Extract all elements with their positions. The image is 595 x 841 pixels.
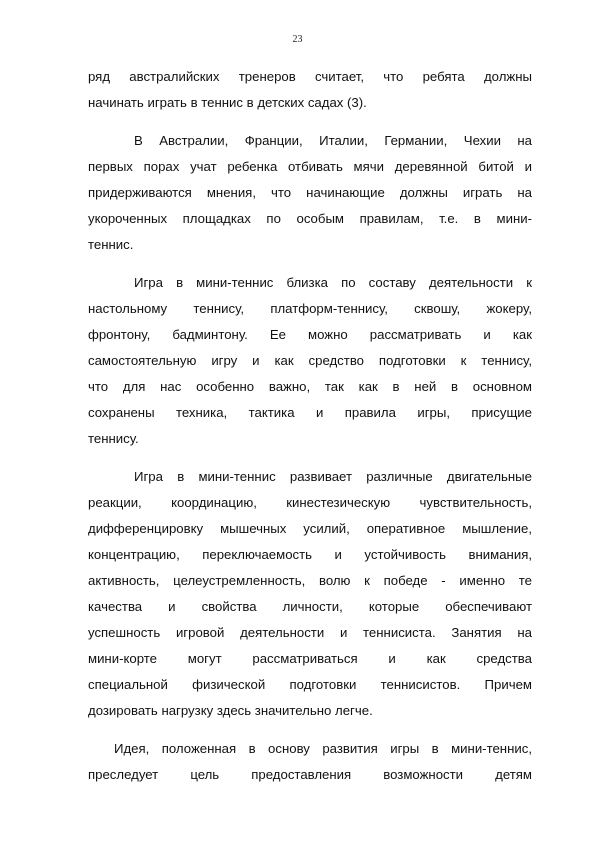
paragraph-2	[88, 128, 532, 258]
paragraph-3	[88, 270, 532, 452]
text-line: дифференцировку мышечных усилий, оперативное мышление,	[88, 521, 532, 536]
text-line: Игра в мини-теннис близка по составу деятельности к	[134, 275, 532, 290]
text-line: мини-корте могут рассматриваться и как средства	[88, 651, 532, 666]
text-line: первых порах учат ребенка отбивать мячи деревянной битой и	[88, 159, 532, 174]
paragraph-5	[88, 736, 532, 788]
text-line: сохранены техника, тактика и правила игры, присущие	[88, 405, 532, 420]
paragraph-1	[88, 64, 532, 116]
text-line: придерживаются мнения, что начинающие должны играть на	[88, 185, 532, 200]
text-line: теннису.	[88, 431, 139, 446]
text-line: самостоятельную игру и как средство подготовки к теннису,	[88, 353, 532, 368]
text-line: ряд австралийских тренеров считает, что ребята должны	[88, 69, 532, 84]
body-text	[88, 64, 532, 788]
text-line: концентрацию, переключаемость и устойчивость внимания,	[88, 547, 532, 562]
text-line: В Австралии, Франции, Италии, Германии, Чехии на	[134, 133, 532, 148]
paragraph-4	[88, 464, 532, 724]
text-line: Игра в мини-теннис развивает различные двигательные	[134, 469, 532, 484]
text-line: реакции, координацию, кинестезическую чувствительность,	[88, 495, 532, 510]
text-line: начинать играть в теннис в детских садах (3).	[88, 95, 367, 110]
text-line: активность, целеустремленность, волю к победе - именно те	[88, 573, 532, 588]
text-line: настольному теннису, платформ-теннису, сквошу, жокеру,	[88, 301, 532, 316]
page-number: 23	[292, 34, 303, 45]
text-line: Идея, положенная в основу развития игры в мини-теннис,	[114, 741, 532, 756]
text-line: укороченных площадках по особым правилам, т.е. в мини-	[88, 211, 532, 226]
text-line: успешность игровой деятельности и теннисиста. Занятия на	[88, 625, 532, 640]
text-line: дозировать нагрузку здесь значительно легче.	[88, 703, 373, 718]
text-line: специальной физической подготовки теннисистов. Причем	[88, 677, 532, 692]
text-line: фронтону, бадминтону. Ее можно рассматривать и как	[88, 327, 532, 342]
text-line: преследует цель предоставления возможности детям	[88, 767, 532, 782]
text-line: теннис.	[88, 237, 134, 252]
text-line: качества и свойства личности, которые обеспечивают	[88, 599, 532, 614]
text-line: что для нас особенно важно, так как в ней в основном	[88, 379, 532, 394]
